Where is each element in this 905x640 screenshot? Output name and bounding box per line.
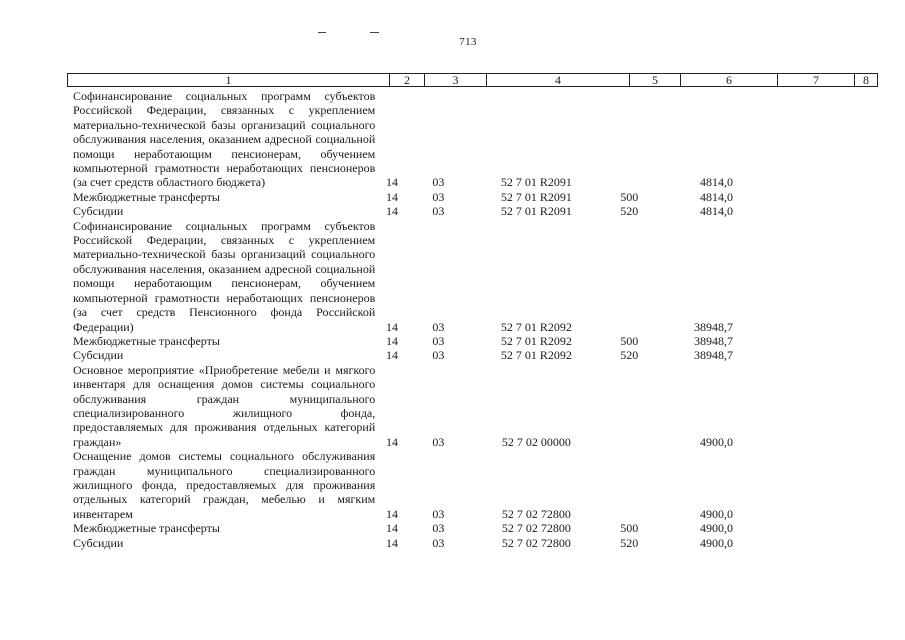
row-section: 14 <box>385 189 398 204</box>
row-target-code: 52 7 01 R2092 <box>500 319 572 334</box>
row-section: 14 <box>385 521 398 536</box>
row-section: 14 <box>385 506 398 521</box>
scan-mark <box>370 32 379 33</box>
header-col-4: 4 <box>487 74 630 86</box>
row-expense-type: 500 <box>620 189 639 204</box>
row-section: 14 <box>385 204 398 219</box>
row-name: Межбюджетные трансферты <box>73 333 220 348</box>
table-body <box>67 89 878 550</box>
row-subsection: 03 <box>432 319 445 334</box>
row-subsection: 03 <box>432 434 445 449</box>
row-target-code: 52 7 02 72800 <box>501 521 571 536</box>
row-name: Основное мероприятие «Приобретение мебели и мягкого инвентаря для оснащения домов системы социального обслуживания граждан муниципального специализированного жилищного фонда, предоставляемых для проживания отдельных категорий граждан» <box>73 362 376 449</box>
row-subsection: 03 <box>432 521 445 536</box>
row-target-code: 52 7 01 R2091 <box>500 175 572 190</box>
row-target-code: 52 7 01 R2091 <box>500 189 572 204</box>
row-subsection: 03 <box>432 506 445 521</box>
table-row <box>67 449 878 521</box>
row-subsection: 03 <box>432 204 445 219</box>
row-amount: 38948,7 <box>693 333 733 348</box>
table-row <box>67 536 878 550</box>
row-amount: 4814,0 <box>699 189 733 204</box>
row-subsection: 03 <box>432 333 445 348</box>
table-row <box>67 348 878 362</box>
row-expense-type: 520 <box>620 204 639 219</box>
row-name: Межбюджетные трансферты <box>73 521 220 536</box>
row-expense-type: 500 <box>620 333 639 348</box>
row-subsection: 03 <box>432 175 445 190</box>
header-col-6: 6 <box>681 74 778 86</box>
scan-mark <box>318 32 326 33</box>
row-name: Субсидии <box>73 204 124 219</box>
row-amount: 4900,0 <box>699 434 733 449</box>
row-name: Субсидии <box>73 535 124 550</box>
row-section: 14 <box>385 333 398 348</box>
header-col-2: 2 <box>390 74 425 86</box>
header-col-3: 3 <box>425 74 487 86</box>
row-target-code: 52 7 02 00000 <box>501 434 571 449</box>
row-amount: 38948,7 <box>693 348 733 363</box>
row-amount: 4900,0 <box>699 535 733 550</box>
row-target-code: 52 7 02 72800 <box>501 535 571 550</box>
row-expense-type: 520 <box>620 348 639 363</box>
table-row <box>67 334 878 348</box>
row-name: Оснащение домов системы социального обслуживания граждан муниципального специализированного жилищного фонда, предоставляемых для проживания отдельных категорий граждан, мебелью и мягким инвентарем <box>73 449 376 521</box>
row-section: 14 <box>385 434 398 449</box>
page-number: 713 <box>459 36 477 48</box>
row-name: Межбюджетные трансферты <box>73 189 220 204</box>
row-expense-type: 520 <box>620 535 639 550</box>
header-col-5: 5 <box>630 74 681 86</box>
row-target-code: 52 7 02 72800 <box>501 506 571 521</box>
row-section: 14 <box>385 348 398 363</box>
row-amount: 4900,0 <box>699 506 733 521</box>
row-subsection: 03 <box>432 348 445 363</box>
row-name: Субсидии <box>73 348 124 363</box>
row-amount: 4814,0 <box>699 204 733 219</box>
header-col-7: 7 <box>778 74 855 86</box>
row-target-code: 52 7 01 R2091 <box>500 204 572 219</box>
row-expense-type: 500 <box>620 521 639 536</box>
row-subsection: 03 <box>432 189 445 204</box>
row-subsection: 03 <box>432 535 445 550</box>
header-col-1: 1 <box>68 74 390 86</box>
table-header <box>67 73 878 87</box>
row-amount: 4814,0 <box>699 175 733 190</box>
row-target-code: 52 7 01 R2092 <box>500 333 572 348</box>
table-row <box>67 363 878 449</box>
row-section: 14 <box>385 319 398 334</box>
table-row <box>67 89 878 190</box>
header-col-8: 8 <box>863 73 869 87</box>
table-row <box>67 190 878 204</box>
row-name: Софинансирование социальных программ субъектов Российской Федерации, связанных с укреплением материально-технической базы организаций социального обслуживания населения, оказанием адресной социальной помощи неработающим пенсионерам, обучением компьютерной грамотности неработающих пенсионеров (за счет средств Пенсионного фонда Российской Федерации) <box>73 218 376 334</box>
row-amount: 38948,7 <box>693 319 733 334</box>
row-section: 14 <box>385 535 398 550</box>
row-amount: 4900,0 <box>699 521 733 536</box>
table-row <box>67 219 878 334</box>
row-section: 14 <box>385 175 398 190</box>
row-name: Софинансирование социальных программ субъектов Российской Федерации, связанных с укреплением материально-технической базы организаций социального обслуживания населения, оказанием адресной социальной помощи неработающим пенсионерам, обучением компьютерной грамотности неработающих пенсионеров (за счет средств областного бюджета) <box>73 89 376 190</box>
table-row <box>67 204 878 218</box>
table-row <box>67 521 878 535</box>
row-target-code: 52 7 01 R2092 <box>500 348 572 363</box>
